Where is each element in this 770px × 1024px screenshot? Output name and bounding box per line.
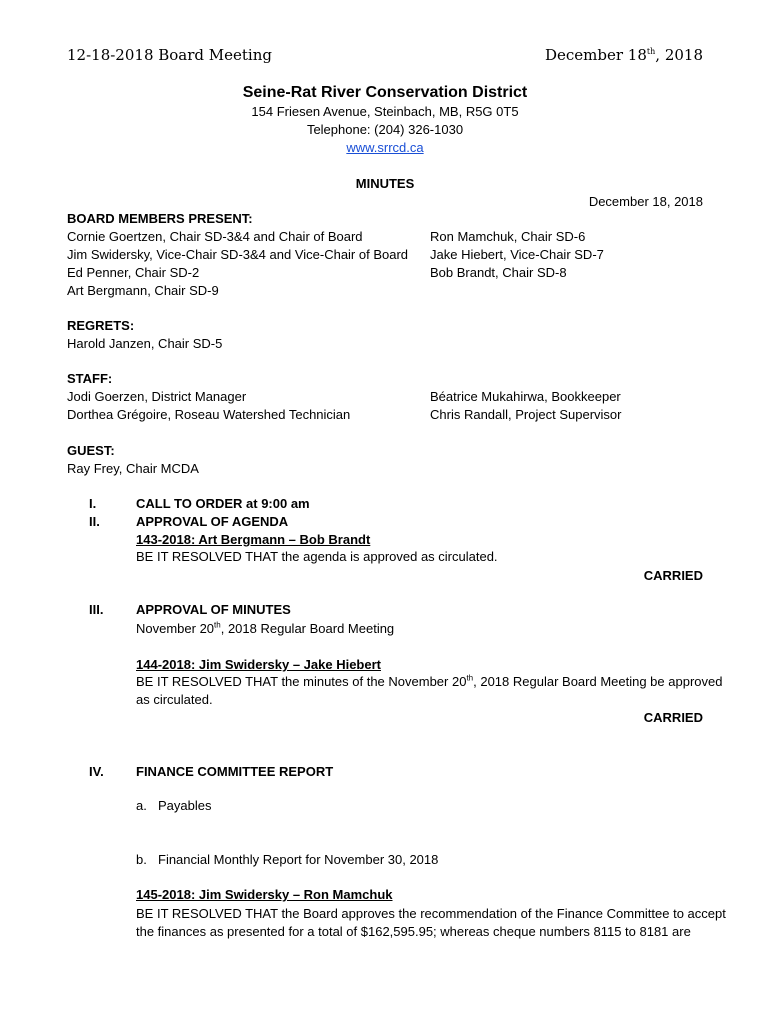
subtitle-prefix: November 20: [136, 621, 215, 636]
section-title: CALL TO ORDER at 9:00 am: [136, 496, 310, 511]
header-date-prefix: December 18: [544, 46, 647, 64]
present-member: Cornie Goertzen, Chair SD-3&4 and Chair of Board: [67, 229, 363, 244]
present-member: Ron Mamchuk, Chair SD-6: [430, 229, 586, 244]
org-address: 154 Friesen Avenue, Steinbach, MB, R5G 0T5: [251, 104, 519, 119]
present-member: Bob Brandt, Chair SD-8: [430, 265, 567, 280]
section-subtitle: [136, 620, 394, 638]
section-title: APPROVAL OF MINUTES: [136, 602, 291, 617]
staff-member: Jodi Goerzen, District Manager: [67, 389, 247, 404]
section-title: FINANCE COMMITTEE REPORT: [136, 764, 334, 779]
motion-text-prefix: BE IT RESOLVED THAT the minutes of the November 20: [136, 674, 467, 689]
motion-text-sup: th: [466, 673, 474, 683]
present-member: Jim Swidersky, Vice-Chair SD-3&4 and Vice-Chair of Board: [67, 247, 409, 262]
staff-heading: STAFF:: [67, 371, 113, 386]
motion-heading: 143-2018: Art Bergmann – Bob Brandt: [136, 532, 371, 547]
present-member: Ed Penner, Chair SD-2: [67, 265, 200, 280]
motion-text-suffix: , 2018 Regular Board Meeting be approved: [473, 674, 723, 689]
section-number: II.: [89, 514, 100, 529]
header-date-sup: th: [646, 47, 656, 56]
list-marker: b.: [136, 852, 147, 867]
guest-item: Ray Frey, Chair MCDA: [67, 461, 199, 476]
list-item: Payables: [158, 798, 212, 813]
staff-member: Béatrice Mukahirwa, Bookkeeper: [430, 389, 621, 404]
motion-text: as circulated.: [136, 692, 213, 707]
header-date: [545, 46, 703, 64]
section-title: APPROVAL OF AGENDA: [136, 514, 289, 529]
motion-result: CARRIED: [643, 710, 703, 725]
section-number: IV.: [89, 764, 104, 779]
subtitle-sup: th: [214, 620, 221, 630]
org-name: Seine-Rat River Conservation District: [242, 84, 528, 101]
present-member: Jake Hiebert, Vice-Chair SD-7: [430, 247, 604, 262]
motion-result: CARRIED: [643, 568, 703, 583]
header-meeting-label: 12-18-2018 Board Meeting: [67, 46, 272, 64]
subtitle-suffix: , 2018 Regular Board Meeting: [220, 621, 395, 636]
regrets-heading: REGRETS:: [67, 318, 135, 333]
minutes-date: December 18, 2018: [588, 194, 703, 209]
motion-text: the finances as presented for a total of $162,595.95; whereas cheque numbers 8115 to 8181 are: [136, 924, 691, 939]
list-marker: a.: [136, 798, 147, 813]
motion-text: BE IT RESOLVED THAT the agenda is approved as circulated.: [136, 549, 498, 564]
motion-text: [136, 673, 722, 691]
present-member: Art Bergmann, Chair SD-9: [67, 283, 219, 298]
present-heading: BOARD MEMBERS PRESENT:: [67, 211, 253, 226]
list-item: Financial Monthly Report for November 30, 2018: [158, 852, 439, 867]
regrets-item: Harold Janzen, Chair SD-5: [67, 336, 223, 351]
section-number: III.: [89, 602, 104, 617]
motion-text: BE IT RESOLVED THAT the Board approves the recommendation of the Finance Committee to accept: [136, 906, 726, 921]
motion-heading: 145-2018: Jim Swidersky – Ron Mamchuk: [136, 887, 393, 902]
header-date-suffix: , 2018: [655, 46, 703, 64]
motion-heading: 144-2018: Jim Swidersky – Jake Hiebert: [136, 657, 381, 672]
guest-heading: GUEST:: [67, 443, 115, 458]
staff-member: Dorthea Grégoire, Roseau Watershed Technician: [67, 407, 351, 422]
section-number: I.: [89, 496, 97, 511]
staff-member: Chris Randall, Project Supervisor: [430, 407, 622, 422]
minutes-title: MINUTES: [355, 176, 415, 191]
org-phone: Telephone: (204) 326-1030: [306, 122, 464, 137]
org-website-link[interactable]: www.srrcd.ca: [346, 140, 424, 155]
